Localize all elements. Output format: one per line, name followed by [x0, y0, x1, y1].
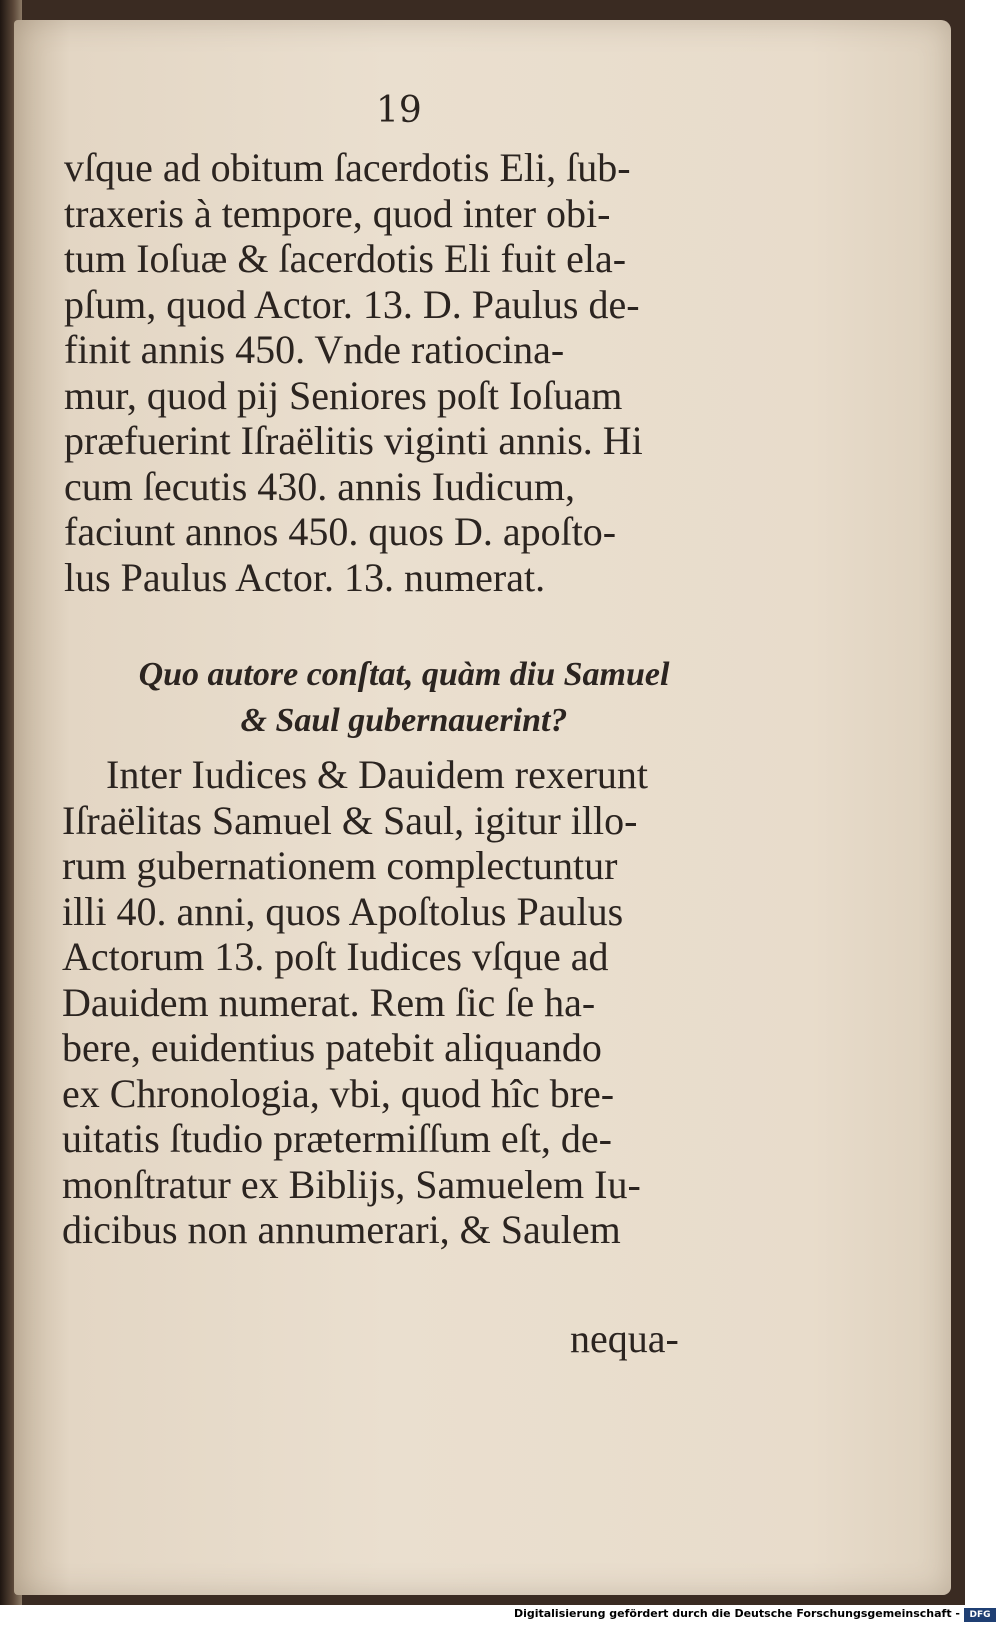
dfg-logo: DFG: [964, 1608, 996, 1622]
text-line: pſum, quod Actor. 13. D. Paulus de-: [64, 281, 640, 327]
text-line: traxeris à tempore, quod inter obi-: [64, 190, 611, 236]
heading-line: & Saul gubernauerint?: [240, 702, 568, 739]
catchword: nequa-: [570, 1316, 679, 1361]
text-line: illi 40. anni, quos Apoſtolus Paulus: [62, 888, 624, 934]
text-line: dicibus non annumerari, & Saulem: [62, 1207, 621, 1252]
text-line: tum Ioſuæ & ſacerdotis Eli fuit ela-: [64, 236, 627, 281]
text-line: Actorum 13. poſt Iudices vſque ad: [62, 934, 609, 979]
text-line: vſque ad obitum ſacerdotis Eli, ſub-: [64, 145, 631, 190]
text-line: ex Chronologia, vbi, quod hîc bre-: [62, 1070, 615, 1116]
paragraph-2: [62, 752, 722, 1253]
text-line: monſtratur ex Biblijs, Samuelem Iu-: [62, 1161, 641, 1207]
book-page: [14, 20, 951, 1595]
text-line: cum ſecutis 430. annis Iudicum,: [64, 463, 576, 509]
text-line: Iſraëlitas Samuel & Saul, igitur illo-: [62, 797, 638, 843]
text-line: lus Paulus Actor. 13. numerat.: [64, 554, 546, 600]
text-line: præfuerint Iſraëlitis viginti annis. Hi: [64, 418, 643, 463]
text-line: finit annis 450. Vnde ratiocina-: [64, 327, 565, 372]
page-number: 19: [376, 90, 422, 131]
text-line: Inter Iudices & Dauidem rexerunt: [106, 752, 649, 797]
paragraph-1: [64, 145, 724, 600]
heading-line: Quo autore conſtat, quàm diu Samuel: [138, 656, 670, 693]
section-heading: [74, 652, 734, 744]
text-line: uitatis ſtudio prætermiſſum eſt, de-: [62, 1116, 612, 1161]
funding-credit: Digitalisierung gefördert durch die Deutsche Forschungsgemeinschaft -: [513, 1607, 960, 1620]
text-line: Dauidem numerat. Rem ſic ſe ha-: [62, 979, 596, 1025]
text-line: rum gubernationem complectuntur: [62, 843, 618, 888]
footer-bar: [0, 1605, 1000, 1625]
text-line: mur, quod pij Seniores poſt Ioſuam: [64, 372, 623, 418]
text-line: faciunt annos 450. quos D. apoſto-: [64, 509, 617, 554]
text-line: bere, euidentius patebit aliquando: [62, 1025, 602, 1070]
